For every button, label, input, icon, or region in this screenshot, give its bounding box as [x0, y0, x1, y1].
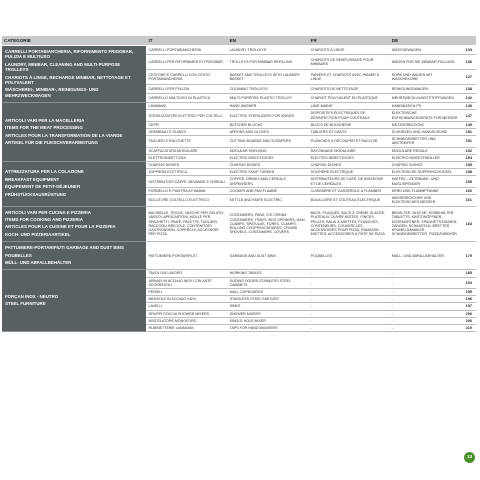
cell-page: 206 — [461, 310, 476, 317]
cell-fr: - — [309, 296, 390, 303]
cell-de: ELEKTRISCHE ENTKEIMUNGSGERÄTE FÜR MESSER — [390, 110, 461, 121]
cell-it: PENSILI — [146, 288, 227, 295]
cell-de: KORB UND WAGEN MIT WÄSCHEKORB — [390, 69, 461, 84]
cell-en: CONTAINERS, PANS, ICE CREAM CONTAINERS, TRAYS, BOX OPENERS, HAM CLAMPS, SPATULAS, FORKS, CLAMPS, ROLLING CHOPPING BOARDS, CRUMB SHOVELS, CONTAINERS, COVERS — [228, 206, 309, 242]
cell-it: CHAFING DISHES — [146, 162, 227, 169]
cell-de: SCHNEIDEBRETTER UND ABSTREIFER — [390, 136, 461, 147]
cell-it: ZUPPIERA ELETTRICA — [146, 169, 227, 176]
table-body — [2, 46, 476, 332]
cell-en: SINKS — [228, 303, 309, 310]
cell-page: 137 — [461, 69, 476, 84]
cell-page: 146 — [461, 103, 476, 110]
category-label: CARRELLI PORTABIANCHERIA, RIFORNIMENTO FRIGOBAR, PULIZIA E MULTIUSO — [5, 49, 134, 60]
cell-fr: SOUPIÈRE ÉLECTRIQUE — [309, 169, 390, 176]
cell-fr: CHARIOT POLYVALENT EN PLASTIQUE — [309, 93, 390, 102]
header-de: DE — [390, 36, 476, 46]
cell-en: WORKING TABLES — [228, 270, 309, 277]
header-category: CATEGORIE — [2, 36, 146, 46]
category-label: PATTUMIERE-PORTARIFIUTI GARBAGE AND DUST BINS — [5, 245, 124, 251]
cell-it: CARRELLO MULTIUSO IN PLASTICA — [146, 93, 227, 102]
cell-en: GARBAGE AND DUST BINS — [228, 242, 309, 270]
category-label: LAUNDRY, MINIBAR, CLEANING AND MULTI-PURPOSE TROLLEYS — [5, 61, 121, 73]
cell-it: ARMADI IN ACCIAIO INOX CON ANTE SCORREVOLI — [146, 277, 227, 288]
category-label: ARTIKEL FÜR DIE FLEISCHVERARBEITUNG — [5, 140, 98, 146]
cell-en: BASKET AND TROLLEYS WITH LAUNDRY BASKET — [228, 69, 309, 84]
category-label: KOCH- UND PIZZERIAARTIKEL — [5, 231, 71, 237]
cell-page: 152 — [461, 147, 476, 154]
cell-de: - — [390, 303, 461, 310]
category-cell — [2, 162, 146, 206]
cell-it: SCAFFALATURA MODULARE — [146, 147, 227, 154]
cell-fr: - — [309, 310, 390, 317]
cell-fr: CHARIOTS DE NETTOYAGE — [309, 84, 390, 93]
category-label: ARTICOLI VARI PER CUCINA E PIZZERIA — [5, 209, 91, 215]
cell-de: MODULARE REGALE — [390, 147, 461, 154]
cell-it: TAVOLI DA LAVORO — [146, 270, 227, 277]
cell-fr: - — [309, 288, 390, 295]
cell-page: 163 — [461, 206, 476, 242]
cell-it: CARRELLI PER PULIZIA — [146, 84, 227, 93]
cell-de: - — [390, 277, 461, 288]
cell-fr: BLOCS DE BOUCHERIE — [309, 121, 390, 128]
category-label: ATTREZZATURA PER LA COLAZIONE — [5, 169, 84, 175]
cell-page: 195 — [461, 288, 476, 295]
cell-de: WAGEN FÜR DIE MINIBAR-FÜLLUNG — [390, 55, 461, 70]
table-header-row — [2, 36, 476, 46]
index-table-page — [2, 36, 480, 332]
cell-de: MEHRZWECK-KUNSTSTOFFWAGEN — [390, 93, 461, 102]
cell-it: CARRELLI PORTABIANCHERIA — [146, 46, 227, 55]
cell-it: LAVAMANI — [146, 103, 227, 110]
cell-page: 151 — [461, 136, 476, 147]
cell-it: GREMBIULI E GUANTI — [146, 129, 227, 136]
cell-en: ELECTRIC STERILIZERS FOR KNIVES — [228, 110, 309, 121]
cell-it: TAGLIERI E RACCHETTE — [146, 136, 227, 147]
category-label: ARTICLES POUR LA CUISINE ET POUR LA PIZZERIA — [5, 224, 116, 230]
cell-fr: BOUILLOIRE ET COUTEAU ÉLECTRIQUE — [309, 195, 390, 206]
cell-it: CEPPI — [146, 121, 227, 128]
cell-it: GRUPPI DOCCIA SHOWER MIXERS — [146, 310, 227, 317]
cell-en: HAND WASHER — [228, 103, 309, 110]
cell-page: 193 — [461, 277, 476, 288]
cell-fr: LAVE-MAINS — [309, 103, 390, 110]
category-label: CHARIOTS À LINGE, RECHARGE MINIBAR, NETTOYAGE ET POLYVALENT — [5, 74, 131, 86]
cell-en: CLEANING TROLLEYS — [228, 84, 309, 93]
cell-de: WÄSCHEWAGEN — [390, 46, 461, 55]
category-cell — [2, 103, 146, 162]
category-label: POUBELLES — [5, 252, 32, 258]
cell-de: SCHÜRZEN UND HANDSCHUHE — [390, 129, 461, 136]
category-cell — [2, 270, 146, 332]
cell-fr: - — [309, 324, 390, 331]
cell-en: BUTCHER BLOCKS — [228, 121, 309, 128]
header-en: EN — [228, 36, 309, 46]
cell-it: CESTONE E CARRELLI CON CESTO PORTABIANCHERIA — [146, 69, 227, 84]
cell-en: COOKER AND PAN FLAMBÉ — [228, 187, 309, 194]
category-index-table — [2, 36, 476, 332]
cell-it: BOLLITORE COLTELLO ELETTRICO — [146, 195, 227, 206]
cell-page: 133 — [461, 46, 476, 55]
cell-de: METZGERBLÖCKE — [390, 121, 461, 128]
cell-page: 197 — [461, 303, 476, 310]
cell-fr: - — [309, 270, 390, 277]
cell-page: 161 — [461, 195, 476, 206]
cell-page: 142 — [461, 93, 476, 102]
category-label: ARTICLES POUR LA TRANSFORMATION DE LA VIANDE — [5, 132, 123, 138]
table-row — [2, 103, 476, 110]
category-label: BREAKFAST EQUIPMENT — [5, 176, 60, 182]
table-row — [2, 206, 476, 242]
cell-de: ELEKTRO INSEKTENKILLER — [390, 154, 461, 161]
category-label: FORÇAN INOX - NEUTRO — [5, 293, 59, 299]
cell-de: - — [390, 288, 461, 295]
category-label: FRÜHSTÜCKSAUSRÜSTUNG — [5, 191, 67, 197]
cell-fr: CHARIOTS DE REMPLISSAGE POUR MINIBARS — [309, 55, 390, 70]
cell-fr: RAYONNAGE MODULAIRE — [309, 147, 390, 154]
cell-fr: ÉLECTRO INSECTICIDES — [309, 154, 390, 161]
cell-de: - — [390, 270, 461, 277]
cell-it: BACINELLE, TEGLIE, VASCHE PER GELATO, VASSOI, APRICARTONI, MOLLE PER SPAGHETTI, PINZE, PALETTE, TAGLIERI, RACCOGLI BRICIOLE, CONTENITORI GASTRONORM, COPERCHI, ACCESSORI PER PIZZA — [146, 206, 227, 242]
table-row — [2, 46, 476, 55]
category-label: ITEMS FOR COOKING AND PIZZERIA — [5, 216, 83, 222]
cell-de: MÜLL- UND ABFALLBEHÄLTER — [390, 242, 461, 270]
category-cell — [2, 242, 146, 270]
cell-de: - — [390, 296, 461, 303]
table-row — [2, 242, 476, 270]
cell-en: COFFEE, DRINKS AND CEREALS DISPENSERS — [228, 176, 309, 187]
cell-it: PATTUMIERE-PORTARIFIUTI — [146, 242, 227, 270]
cell-en: ELECTRIC INSECTICIDES — [228, 154, 309, 161]
header-fr: FR — [309, 36, 390, 46]
category-label: ARTICOLI VARI PER LA MACELLERIA — [5, 117, 85, 123]
cell-page: 196 — [461, 296, 476, 303]
cell-de: WASSERKOCHER UND ELEKTRISCHES MESSER — [390, 195, 461, 206]
cell-de: CHAFING DISHES — [390, 162, 461, 169]
header-it: IT — [146, 36, 227, 46]
cell-fr: BACS, PLAQUES, BACS À CRÈME GLACÉE, PLATEAUX, OUVRE-BOÎTES, PINCES, PELLES, BALAI À MIETTES, PLANCHES, CONTENEURS, COUVERCLES, ACCESSOIRES POUR PIZZA, RAMASSE-MIETTES, ACCESSOIRES À PÂTE DE PIZZA — [309, 206, 390, 242]
category-label: MÜLL- UND ABFALLBEHÄLTER — [5, 259, 72, 265]
cell-en: CUTTING BOARDS AND SCRAPERS — [228, 136, 309, 147]
cell-de: - — [390, 310, 461, 317]
cell-it: LAVELLI — [146, 303, 227, 310]
cell-page: 179 — [461, 242, 476, 270]
cell-de: REINIGUNGSWAGEN — [390, 84, 461, 93]
category-label: STEEL FURNITURE — [5, 301, 46, 307]
cell-page: 136 — [461, 55, 476, 70]
cell-de: HANDWASCH-PS — [390, 103, 461, 110]
cell-fr: CUISINIÈRE ET CASSEROLE À FLAMBER — [309, 187, 390, 194]
cell-en: WALL CUPBOARDS — [228, 288, 309, 295]
cell-en: STAINLESS STEEL SHELVES — [228, 296, 309, 303]
cell-en: SHOWER MIXERS — [228, 310, 309, 317]
cell-en: CHAFING DISHES — [228, 162, 309, 169]
category-label: ÉQUIPEMENT DE PETIT-DÉJEUNER — [5, 184, 81, 190]
cell-page: 158 — [461, 169, 476, 176]
cell-page: 151 — [461, 129, 476, 136]
cell-fr: DISTRIBUTEURS DE CAFÉ, DE BOISSONS ET DE CÉRÉALES — [309, 176, 390, 187]
page-number-badge: 13 — [464, 452, 475, 463]
cell-it: RUBINETTERIE LAVAMANI — [146, 324, 227, 331]
cell-page: 210 — [461, 324, 476, 331]
cell-de: HERD UND FLAMMPFANNE — [390, 187, 461, 194]
cell-fr: PANIERS ET CHARIOTS AVEC PANIER À LINGE — [309, 69, 390, 84]
cell-fr: TABLIERS ET GANTS — [309, 129, 390, 136]
cell-en: APRONS AND GLOVES — [228, 129, 309, 136]
cell-it: STERILIZZATORI ELETTRICI PER COLTELLI — [146, 110, 227, 121]
cell-fr: - — [309, 303, 390, 310]
cell-fr: - — [309, 277, 390, 288]
cell-page: 147 — [461, 110, 476, 121]
cell-en: SINGLE HOLE MIXER — [228, 317, 309, 324]
cell-fr: PLANCHES À DÉCOUPER ET RACLOIR — [309, 136, 390, 147]
cell-it: ELETTROINSETTICIDI — [146, 154, 227, 161]
cell-de: ELEKTRISCHE SUPPENSCHÜSSEL — [390, 169, 461, 176]
cell-page: 159 — [461, 176, 476, 187]
cell-fr: - — [309, 317, 390, 324]
cell-en: KETTLE AND KNIFE ELECTRIC — [228, 195, 309, 206]
cell-fr: CHAFING DISHES — [309, 162, 390, 169]
category-label: WÄSCHEREI-, MINIBAR-, REINIGUNGS- UND MEHRZWECKWAGEN — [5, 87, 99, 98]
cell-page: 206 — [461, 317, 476, 324]
cell-page: 138 — [461, 84, 476, 93]
cell-fr: CHARIOTS À LINGE — [309, 46, 390, 55]
table-row — [2, 270, 476, 277]
cell-de: KAFFEE-, GETRÄNKE- UND MÜSLISPENDER — [390, 176, 461, 187]
cell-en: SLIDING DOORS STAINLESS STEEL CABINETS — [228, 277, 309, 288]
cell-page: 154 — [461, 154, 476, 161]
cell-en: ELECTRIC SOUP TUREEN — [228, 169, 309, 176]
cell-en: LAUNDRY TROLLEYS — [228, 46, 309, 55]
category-label: ITEMS FOR THE MEAT PROCESSING — [5, 125, 83, 131]
table-row — [2, 162, 476, 169]
cell-it: CARRELLI PER RIFORNIMENTO FRIGOBAR — [146, 55, 227, 70]
cell-it: FORNELLO E PIASTRA A FIAMMA — [146, 187, 227, 194]
cell-fr: DISPOSITIFS ÉLECTRIQUES DE DÉSINFECTION POUR COUTEAUX — [309, 110, 390, 121]
cell-de: - — [390, 317, 461, 324]
cell-en: MULTI-PURPOSE PLASTIC TROLLEY — [228, 93, 309, 102]
cell-it: MENSOLE IN ACCIAIO INOX — [146, 296, 227, 303]
cell-de: BEHÄLTER, BLECHE, EISBEHÄLTER, TABLETTS, KARTONÖFFNER, DOSENÖFFNER, SPAGHETTIZANGEN, ZANGEN, SCHAUFELN, BRETTER, KRÜMELSAMMLER, SCHNEIDEBRETTER, PIZZAZUBEHÖR — [390, 206, 461, 242]
cell-de: - — [390, 324, 461, 331]
cell-page: 185 — [461, 270, 476, 277]
cell-page: 160 — [461, 187, 476, 194]
cell-en: TAPS FOR HAND WASHERS — [228, 324, 309, 331]
cell-page: 155 — [461, 162, 476, 169]
cell-fr: POUBELLES — [309, 242, 390, 270]
cell-it: DISTRIBUTORI CAFFÈ, BEVANDE E CEREALI — [146, 176, 227, 187]
cell-en: MODULAR SHELVING — [228, 147, 309, 154]
cell-en: TROLLEYS FOR MINIBAR REFILLING — [228, 55, 309, 70]
cell-it: MISCELATORE MONOFORO — [146, 317, 227, 324]
category-cell — [2, 206, 146, 242]
category-cell — [2, 46, 146, 103]
cell-page: 149 — [461, 121, 476, 128]
